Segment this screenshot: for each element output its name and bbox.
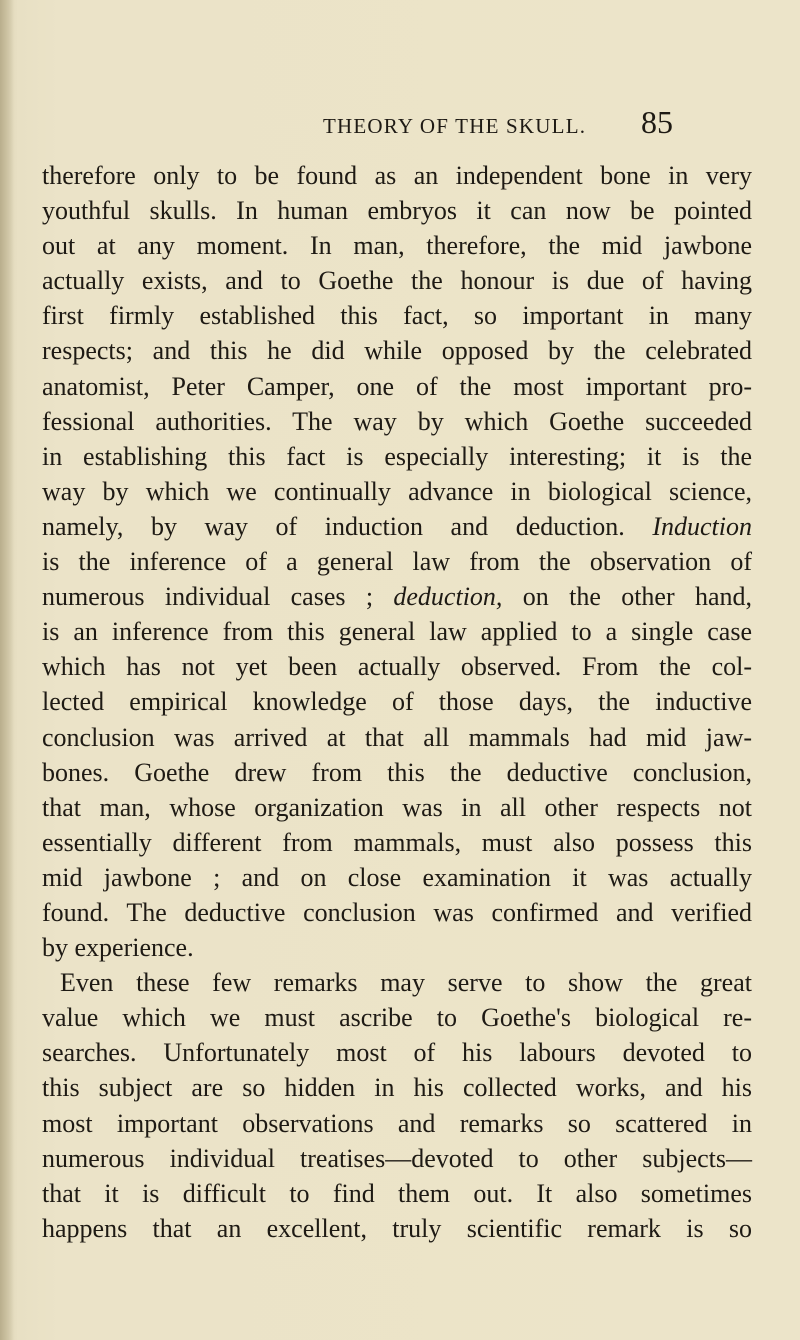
text-line: that it is difficult to find them out. It also sometimes	[42, 1178, 752, 1208]
running-title: THEORY OF THE SKULL.	[323, 114, 587, 138]
text-line: found. The deductive conclusion was confirmed and verified	[42, 897, 752, 927]
text-line: value which we must ascribe to Goethe's biological re-	[42, 1003, 752, 1033]
text-line: is an inference from this general law applied to a single case	[42, 617, 752, 647]
text-line: fessional authorities. The way by which Goethe succeeded	[42, 406, 752, 436]
text-line: conclusion was arrived at that all mammals had mid jaw-	[42, 722, 752, 752]
text-line: out at any moment. In man, therefore, the mid jawbone	[42, 231, 752, 261]
text-line: by experience.	[42, 933, 194, 963]
text-segment: namely, by way of induction and deduction.	[42, 511, 653, 541]
text-line: mid jawbone ; and on close examination it was actually	[42, 862, 752, 892]
text-segment: numerous individual cases ;	[42, 582, 394, 612]
emphasized-term: Induction	[652, 511, 752, 541]
text-line: bones. Goethe drew from this the deductive conclusion,	[42, 757, 752, 787]
text-line: this subject are so hidden in his collected works, and his	[42, 1073, 752, 1103]
text-line	[42, 579, 752, 614]
text-line: essentially different from mammals, must also possess this	[42, 827, 752, 857]
text-line: therefore only to be found as an independent bone in very	[42, 161, 752, 190]
text-line: in establishing this fact is especially interesting; it is the	[42, 441, 752, 471]
text-line: first firmly established this fact, so important in many	[42, 301, 752, 331]
text-line: most important observations and remarks so scattered in	[42, 1108, 752, 1138]
text-line: is the inference of a general law from the observation of	[42, 547, 752, 577]
emphasized-term: deduction,	[393, 582, 503, 612]
text-line: anatomist, Peter Camper, one of the most important pro-	[42, 371, 752, 401]
text-line: numerous individual treatises—devoted to other subjects—	[42, 1143, 752, 1173]
page-number: 85	[641, 104, 673, 140]
body-text	[42, 158, 752, 1246]
page-gutter	[0, 0, 14, 1340]
text-line	[42, 509, 752, 544]
text-line: happens that an excellent, truly scientific remark is so	[42, 1213, 752, 1243]
text-line: way by which we continually advance in biological science,	[42, 476, 752, 506]
text-line: youthful skulls. In human embryos it can now be pointed	[42, 196, 752, 226]
text-line: actually exists, and to Goethe the honour is due of having	[42, 266, 752, 296]
page-header	[0, 104, 800, 152]
text-line: searches. Unfortunately most of his labours devoted to	[42, 1038, 752, 1068]
text-line: Even these few remarks may serve to show the great	[60, 968, 752, 998]
text-line: respects; and this he did while opposed by the celebrated	[42, 336, 752, 366]
text-line: which has not yet been actually observed. From the col-	[42, 652, 752, 682]
text-segment: on the other hand,	[502, 582, 752, 612]
text-line: lected empirical knowledge of those days, the inductive	[42, 687, 752, 717]
text-line: that man, whose organization was in all other respects not	[42, 792, 752, 822]
